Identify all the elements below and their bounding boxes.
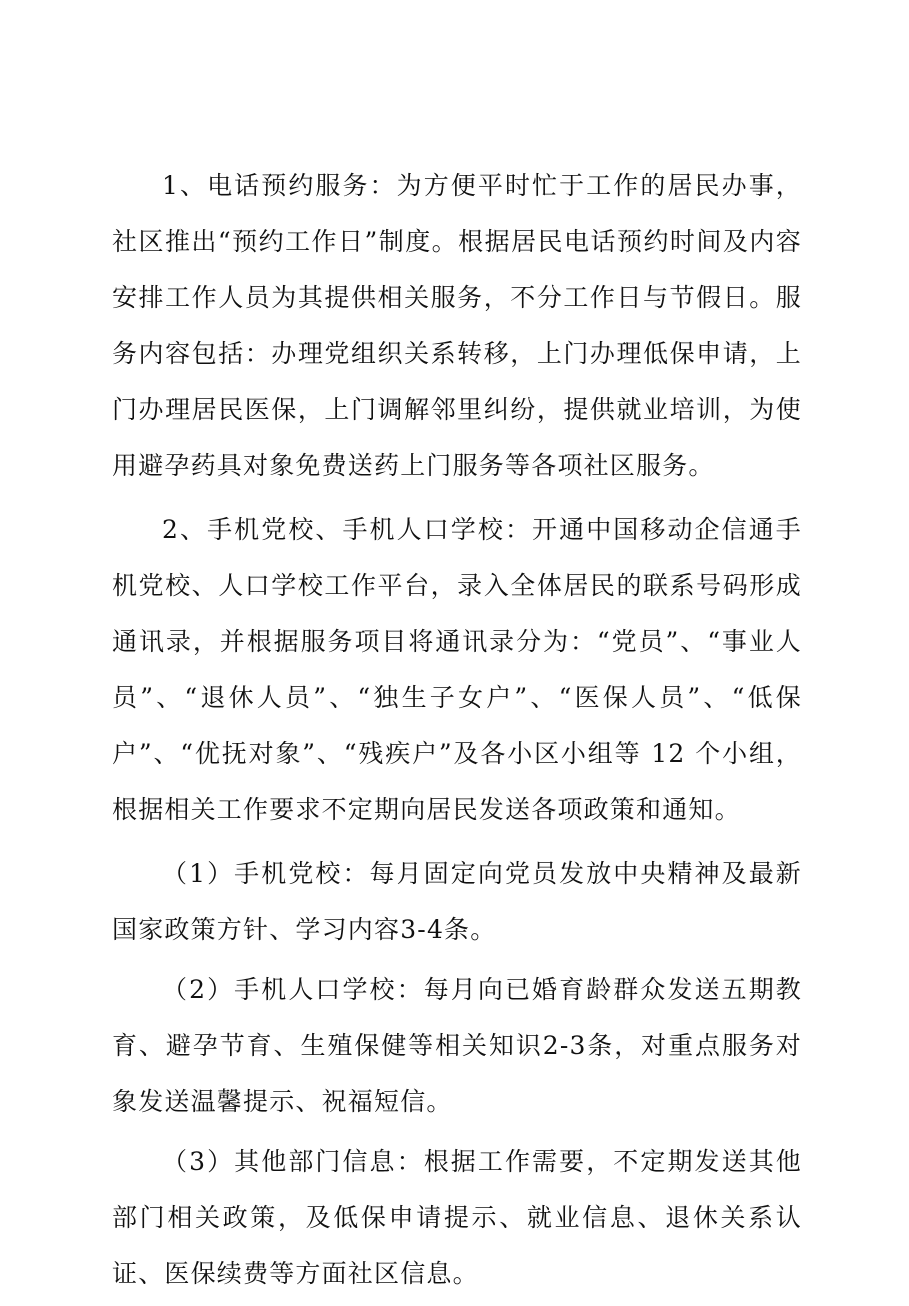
- paragraph-phone-appointment-service: 1、电话预约服务：为方便平时忙于工作的居民办事，社区推出“预约工作日”制度。根据居民电话预约时间及内容安排工作人员为其提供相关服务，不分工作日与节假日。服务内容包括：办理党组织关系转移，上门办理低保申请，上门办理居民医保，上门调解邻里纠纷，提供就业培训，为使用避孕药具对象免费送药上门服务等各项社区服务。: [112, 171, 802, 480]
- paragraph-mobile-party-school-detail: （1）手机党校：每月固定向党员发放中央精神及最新国家政策方针、学习内容3-4条。: [112, 859, 802, 944]
- document-body: [112, 158, 802, 1306]
- paragraph-other-department-info: （3）其他部门信息：根据工作需要，不定期发送其他部门相关政策，及低保申请提示、就业信息、退休关系认证、医保续费等方面社区信息。: [112, 1147, 802, 1288]
- paragraph-mobile-party-school: 2、手机党校、手机人口学校：开通中国移动企信通手机党校、人口学校工作平台，录入全体居民的联系号码形成通讯录，并根据服务项目将通讯录分为：“党员”、“事业人员”、“退休人员”、“独生子女户”、“医保人员”、“低保户”、“优抚对象”、“残疾户”及各小区小组等 12 个小组，根据相关工作要求不定期向居民发送各项政策和通知。: [112, 515, 802, 824]
- paragraph-mobile-population-school-detail: （2）手机人口学校：每月向已婚育龄群众发送五期教育、避孕节育、生殖保健等相关知识2-3条，对重点服务对象发送温馨提示、祝福短信。: [112, 975, 802, 1116]
